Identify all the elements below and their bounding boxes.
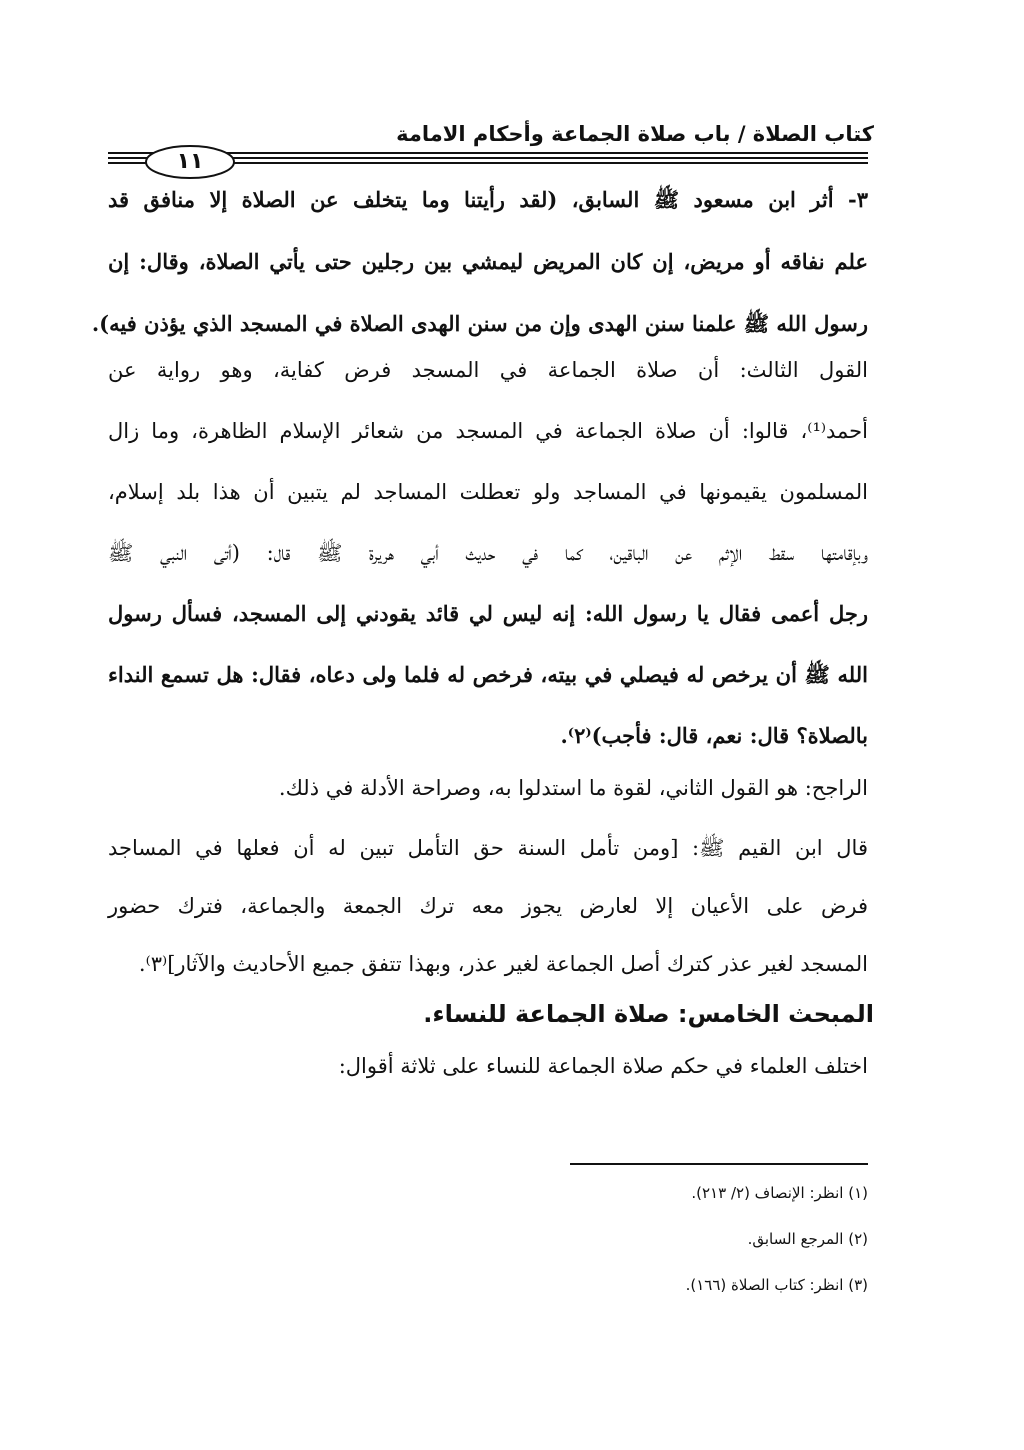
- text-line: الله ﷺ أن يرخص له فيصلي في بيته، فرخص له فلما ولى دعاه، فقال: هل تسمع النداء: [108, 662, 868, 687]
- text-line: الراجح: هو القول الثاني، لقوة ما استدلوا به، وصراحة الأدلة في ذلك.: [278, 776, 868, 800]
- text-line: قال ابن القيم ﷺ: [ومن تأمل السنة حق التأمل تبين له أن فعلها في المساجد: [108, 836, 868, 860]
- footnote-1: (١) انظر: الإنصاف (٢/ ٢١٣).: [691, 1184, 868, 1202]
- running-header-title: كتاب الصلاة / باب صلاة الجماعة وأحكام الامامة: [396, 122, 874, 146]
- text-line: ٣- أثر ابن مسعود ﷺ السابق، (لقد رأيتنا وما يتخلف عن الصلاة إلا منافق قد: [108, 187, 868, 212]
- text-line: القول الثالث: أن صلاة الجماعة في المسجد فرض كفاية، وهو رواية عن: [108, 358, 868, 382]
- page-number: ١١: [176, 149, 204, 174]
- footnote-3: (٣) انظر: كتاب الصلاة (١٦٦).: [685, 1276, 868, 1294]
- text-line: رجل أعمى فقال يا رسول الله: إنه ليس لي قائد يقودني إلى المسجد، فسأل رسول: [108, 601, 868, 626]
- text-line: اختلف العلماء في حكم صلاة الجماعة للنساء على ثلاثة أقوال:: [338, 1054, 868, 1078]
- footnote-separator: [570, 1163, 868, 1165]
- text-line: المسجد لغير عذر كترك أصل الجماعة لغير عذر، وبهذا تتفق جميع الأحاديث والآثار]⁽٣⁾.: [138, 952, 868, 976]
- text-line: أحمد⁽¹⁾، قالوا: أن صلاة الجماعة في المسجد من شعائر الإسلام الظاهرة، وما زال: [108, 419, 868, 443]
- footnote-2: (٢) المرجع السابق.: [747, 1230, 868, 1248]
- section-heading: المبحث الخامس: صلاة الجماعة للنساء.: [423, 1000, 874, 1028]
- text-line: وبإقامتها سقط الإثم عن الباقين، كما في حديث أبي هريرة ﷺ قال: (أتى النبي ﷺ: [108, 541, 868, 565]
- text-line: علم نفاقه أو مريض، إن كان المريض ليمشي بين رجلين حتى يأتي الصلاة، وقال: إن: [108, 249, 868, 274]
- text-line: فرض على الأعيان إلا لعارض يجوز معه ترك الجمعة والجماعة، فترك حضور: [108, 894, 868, 918]
- text-line: رسول الله ﷺ علمنا سنن الهدى وإن من سنن الهدى الصلاة في المسجد الذي يؤذن فيه).: [91, 311, 868, 336]
- text-line: بالصلاة؟ قال: نعم، قال: فأجب)⁽٢⁾.: [560, 723, 868, 748]
- text-line: المسلمون يقيمونها في المساجد ولو تعطلت المساجد لم يتبين أن هذا بلد إسلام،: [108, 480, 868, 504]
